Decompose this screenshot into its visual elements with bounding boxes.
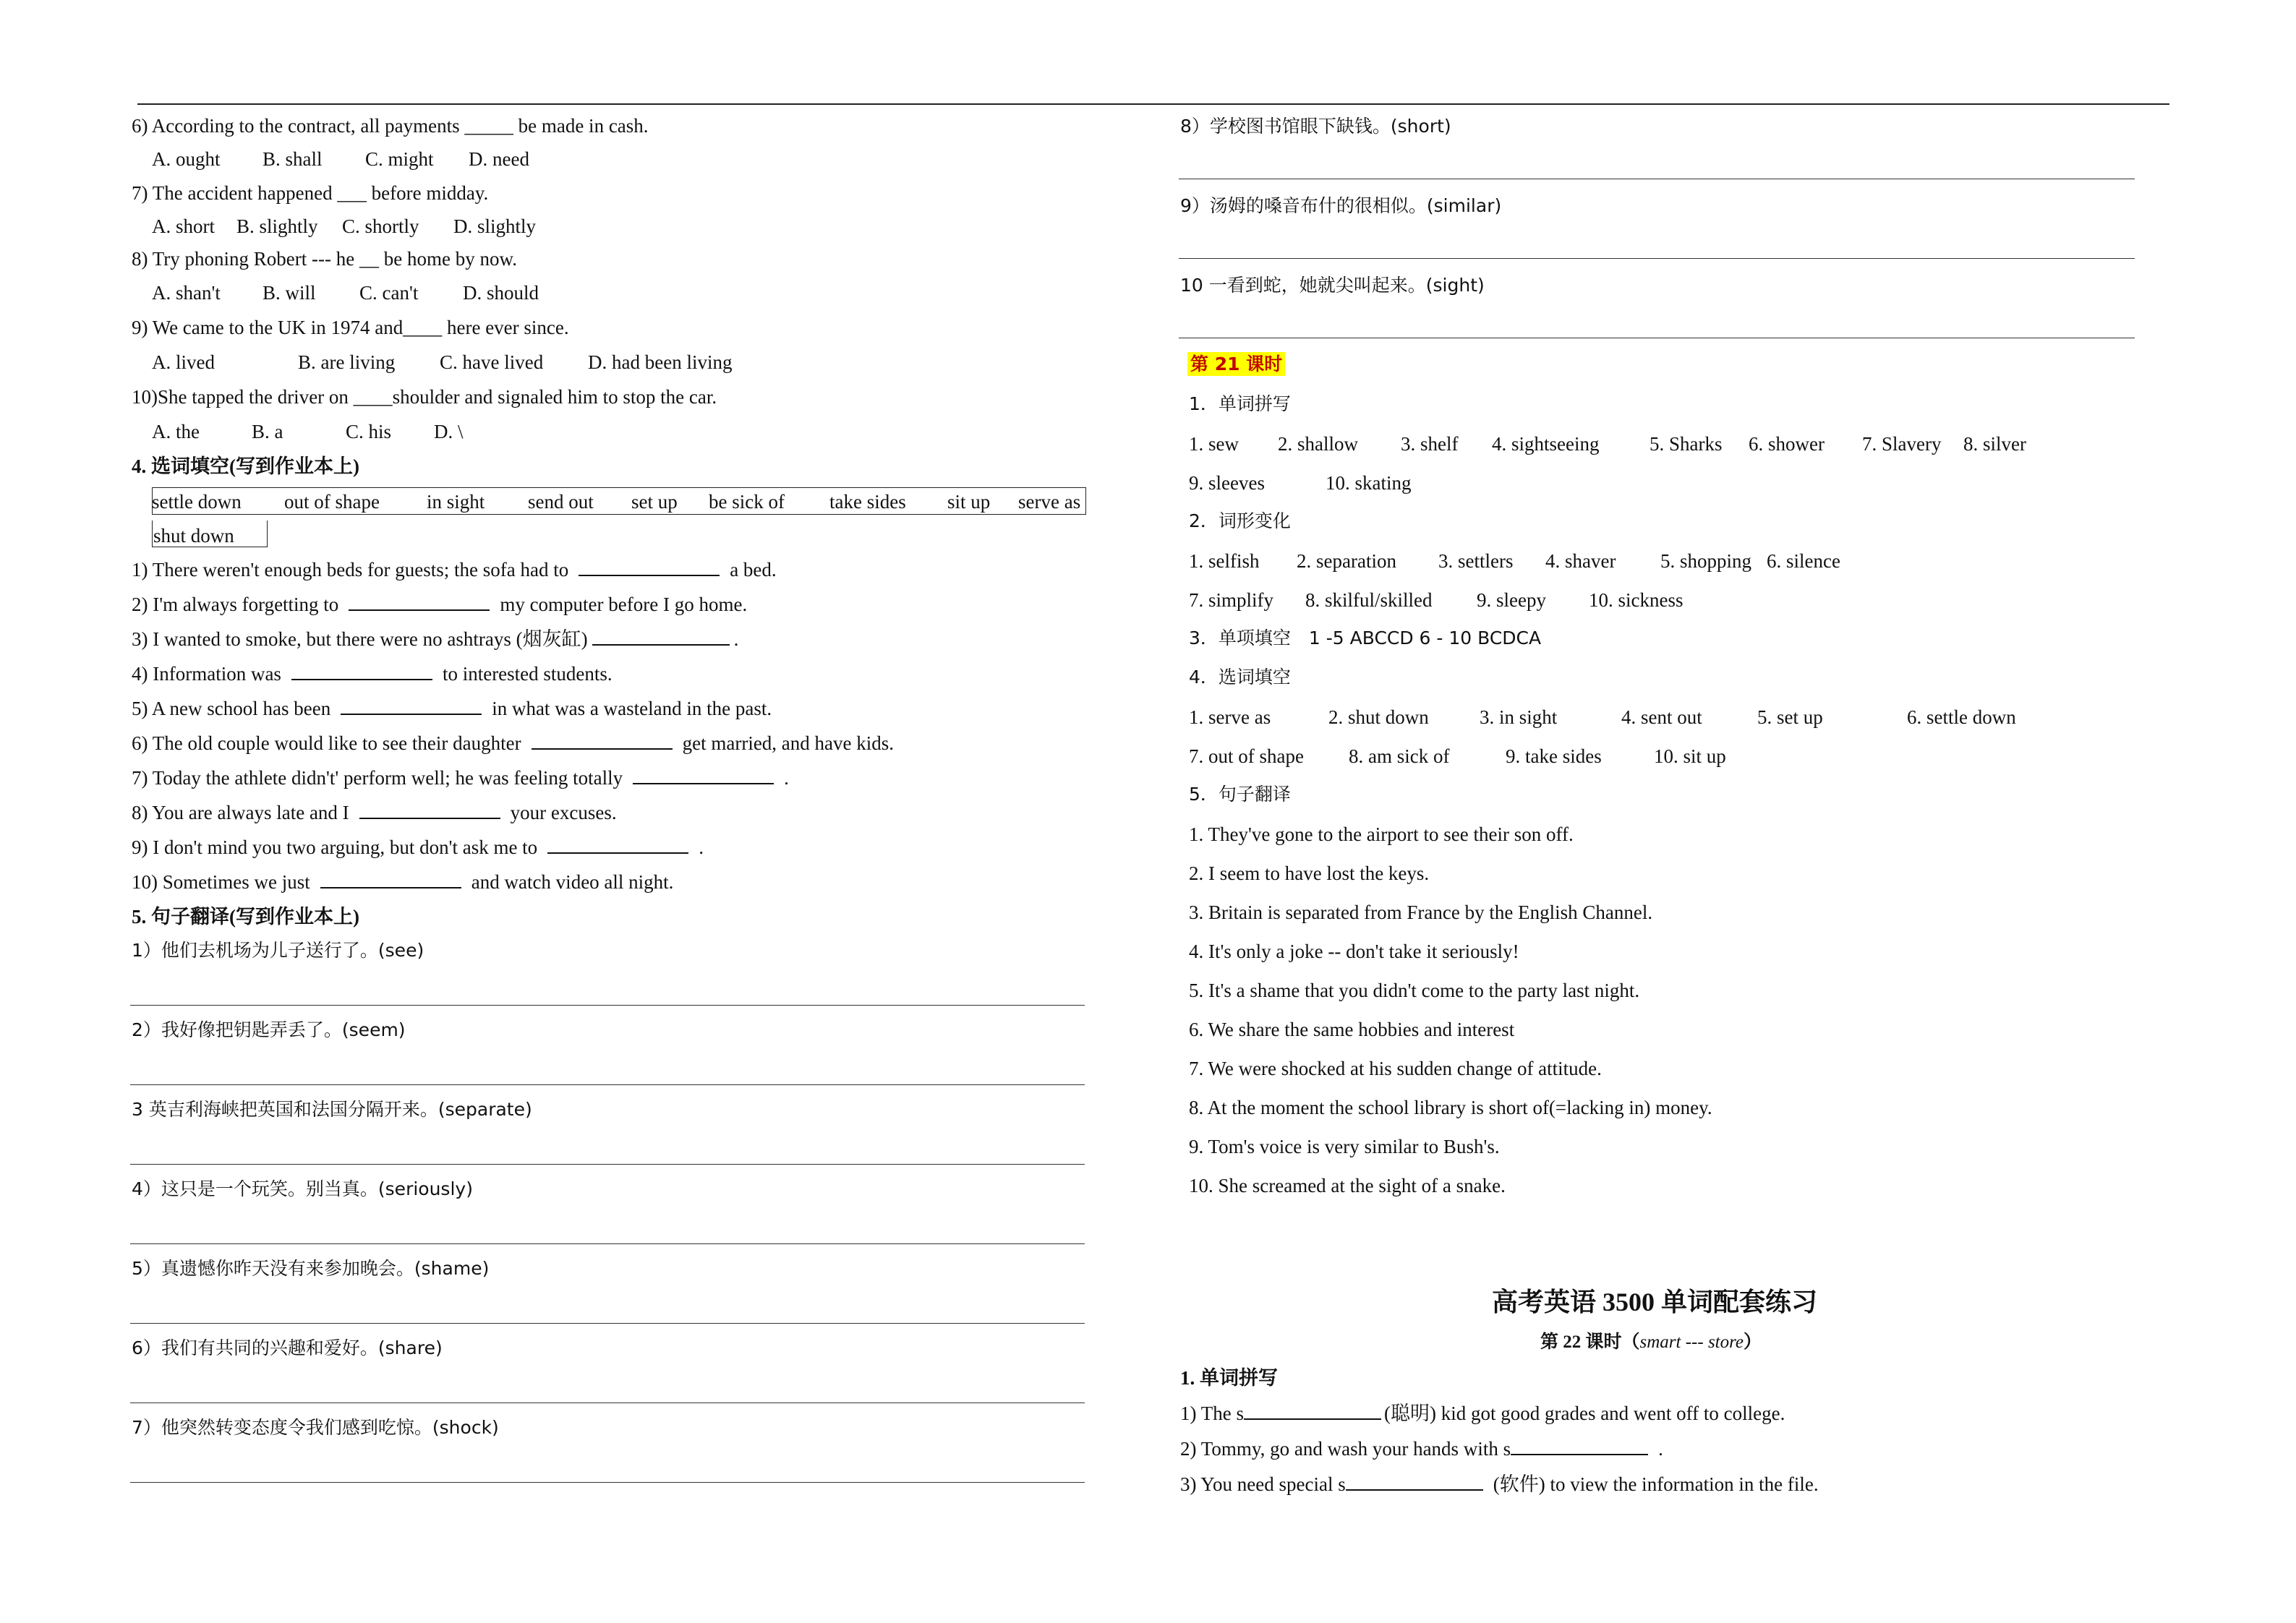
answer-item: 6. shower (1749, 433, 1825, 455)
answer-item: 7. simplify (1189, 589, 1274, 611)
fill-item: 9) I don't mind you two arguing, but don't ask me to . (132, 836, 704, 858)
mc-option: C. have lived (440, 351, 544, 373)
answer-item: 8. am sick of (1349, 745, 1450, 767)
answer-sentence: 4. It's only a joke -- don't take it seriously! (1189, 941, 1519, 962)
fill-item: 7) Today the athlete didn't' perform well; he was feeling totally . (132, 767, 789, 789)
mc-option: D. had been living (588, 351, 733, 373)
answer-section-title: 5．句子翻译 (1189, 784, 1291, 805)
translation-prompt: 2）我好像把钥匙弄丢了。(seem) (132, 1019, 406, 1040)
word-box-item: in sight (427, 491, 485, 513)
section-4-title: 4. 选词填空(写到作业本上) (132, 455, 359, 477)
mc-option: C. can't (359, 282, 419, 304)
answer-item: 10. sit up (1654, 745, 1726, 767)
spell-item: 1) The s (聪明) kid got good grades and went off to college. (1180, 1403, 1785, 1424)
translation-prompt: 4）这只是一个玩笑。别当真。(seriously) (132, 1178, 473, 1199)
section-5-title: 5. 句子翻译(写到作业本上) (132, 906, 359, 928)
word-box-item: be sick of (709, 491, 785, 513)
word-box-item: settle down (152, 491, 242, 513)
fill-item: 10) Sometimes we just and watch video all night. (132, 871, 674, 893)
answer-item: 10. sickness (1589, 589, 1683, 611)
answer-item: 7. Slavery (1862, 433, 1942, 455)
mc-option: A. ought (152, 148, 221, 170)
answer-item: 6. silence (1767, 550, 1840, 572)
translation-prompt: 7）他突然转变态度令我们感到吃惊。(shock) (132, 1417, 499, 1438)
lesson-22-subtitle: 第 22 课时（smart --- store） (1540, 1332, 1762, 1352)
fill-item: 8) You are always late and I your excuses. (132, 802, 617, 823)
answer-sentence: 10. She screamed at the sight of a snake. (1189, 1175, 1506, 1196)
mc-option: A. shan't (152, 282, 221, 304)
mc-option: B. slightly (236, 215, 318, 237)
translation-prompt: 1）他们去机场为儿子送行了。(see) (132, 940, 424, 961)
mc-option: B. shall (263, 148, 323, 170)
mc-option: B. a (252, 421, 283, 442)
translation-prompt: 6）我们有共同的兴趣和爱好。(share) (132, 1337, 443, 1358)
answer-item: 6. settle down (1907, 706, 2016, 728)
mc-option: A. lived (152, 351, 215, 373)
answer-item: 3. settlers (1438, 550, 1514, 572)
answer-item: 1. sew (1189, 433, 1239, 455)
answer-item: 4. sightseeing (1492, 433, 1600, 455)
fill-item: 5) A new school has been in what was a wasteland in the past. (132, 698, 772, 719)
answer-item: 5. Sharks (1650, 433, 1723, 455)
answer-item: 10. skating (1326, 472, 1412, 494)
mc-question-9: 9) We came to the UK in 1974 and____ here ever since. (132, 317, 569, 338)
mc-option: D. need (469, 148, 529, 170)
answer-line (130, 1164, 1085, 1165)
answer-item: 9. take sides (1506, 745, 1602, 767)
mc-option: A. the (152, 421, 200, 442)
answer-item: 5. set up (1757, 706, 1823, 728)
word-box-item: serve as (1018, 491, 1081, 513)
word-box-item: set up (631, 491, 678, 513)
translation-prompt: 3 英吉利海峡把英国和法国分隔开来。(separate) (132, 1099, 532, 1120)
spell-item: 2) Tommy, go and wash your hands with s . (1180, 1438, 1663, 1460)
translation-prompt: 9）汤姆的嗓音布什的很相似。(similar) (1180, 195, 1502, 216)
fill-item: 2) I'm always forgetting to my computer before I go home. (132, 594, 748, 615)
fill-item: 3) I wanted to smoke, but there were no ashtrays (烟灰缸) . (132, 628, 739, 650)
word-box-item: shut down (153, 525, 234, 547)
answer-item: 3. shelf (1401, 433, 1459, 455)
mc-option: D. should (463, 282, 539, 304)
answer-sentence: 6. We share the same hobbies and interest (1189, 1019, 1515, 1040)
mc-question-7: 7) The accident happened ___ before midday. (132, 182, 489, 204)
answer-item: 8. silver (1963, 433, 2026, 455)
answer-section-title: 4．选词填空 (1189, 667, 1291, 688)
answer-section-title: 2．词形变化 (1189, 510, 1291, 531)
mc-question-10: 10)She tapped the driver on ____shoulder and signaled him to stop the car. (132, 386, 717, 408)
answer-item: 4. sent out (1621, 706, 1702, 728)
answer-section-title: 1．单词拼写 (1189, 393, 1291, 414)
answer-item: 5. shopping (1660, 550, 1752, 572)
word-box-item: sit up (947, 491, 991, 513)
answer-item: 2. shallow (1278, 433, 1358, 455)
answer-item: 7. out of shape (1189, 745, 1304, 767)
answer-line (130, 1482, 1085, 1483)
answer-item: 9. sleepy (1477, 589, 1546, 611)
fill-item: 1) There weren't enough beds for guests; the sofa had to a bed. (132, 559, 777, 581)
mc-option: A. short (152, 215, 215, 237)
translation-prompt: 10 一看到蛇，她就尖叫起来。(sight) (1180, 275, 1485, 296)
answer-line (130, 1323, 1085, 1324)
answer-line (130, 1243, 1085, 1244)
fill-item: 6) The old couple would like to see their daughter get married, and have kids. (132, 732, 895, 754)
word-box-item: out of shape (284, 491, 380, 513)
answer-item: 4. shaver (1545, 550, 1616, 572)
answer-line (1179, 258, 2135, 259)
translation-prompt: 8）学校图书馆眼下缺钱。(short) (1180, 116, 1451, 137)
answer-item: 3. in sight (1480, 706, 1558, 728)
answer-item: 2. separation (1297, 550, 1396, 572)
lesson-21-badge: 第 21 课时 (1187, 355, 1285, 373)
mc-option: C. his (346, 421, 392, 442)
translation-prompt: 5）真遗憾你昨天没有来参加晚会。(shame) (132, 1258, 490, 1279)
answer-item: 1. serve as (1189, 706, 1271, 728)
word-box-item: send out (528, 491, 594, 513)
mc-option: C. shortly (342, 215, 419, 237)
answer-sentence: 9. Tom's voice is very similar to Bush's. (1189, 1136, 1500, 1157)
mc-question-8: 8) Try phoning Robert --- he __ be home by now. (132, 248, 517, 270)
answer-item: 1. selfish (1189, 550, 1260, 572)
mc-option: B. are living (298, 351, 396, 373)
answer-line (130, 1084, 1085, 1085)
mc-option: B. will (263, 282, 316, 304)
answer-sentence: 5. It's a shame that you didn't come to the party last night. (1189, 980, 1640, 1001)
section-1-title: 1. 单词拼写 (1180, 1367, 1278, 1389)
answer-mc-key: 3．单项填空 1 -5 ABCCD 6 - 10 BCDCA (1189, 628, 1542, 648)
answer-sentence: 1. They've gone to the airport to see their son off. (1189, 823, 1574, 845)
answer-item: 2. shut down (1328, 706, 1429, 728)
answer-sentence: 8. At the moment the school library is short of(=lacking in) money. (1189, 1097, 1712, 1118)
answer-sentence: 7. We were shocked at his sudden change of attitude. (1189, 1058, 1602, 1079)
answer-sentence: 3. Britain is separated from France by the English Channel. (1189, 902, 1653, 923)
worksheet-title: 高考英语 3500 单词配套练习 (1492, 1288, 1818, 1316)
answer-line (130, 1005, 1085, 1006)
page-top-rule (137, 103, 2169, 105)
mc-option: D. slightly (453, 215, 537, 237)
mc-question-6: 6) According to the contract, all payments _____ be made in cash. (132, 115, 649, 137)
fill-item: 4) Information was to interested students. (132, 663, 613, 685)
answer-item: 9. sleeves (1189, 472, 1265, 494)
word-box-item: take sides (829, 491, 906, 513)
spell-item: 3) You need special s (软件) to view the information in the file. (1180, 1473, 1819, 1495)
mc-option: C. might (365, 148, 434, 170)
mc-option: D. \ (434, 421, 464, 442)
answer-sentence: 2. I seem to have lost the keys. (1189, 862, 1430, 884)
answer-item: 8. skilful/skilled (1305, 589, 1433, 611)
